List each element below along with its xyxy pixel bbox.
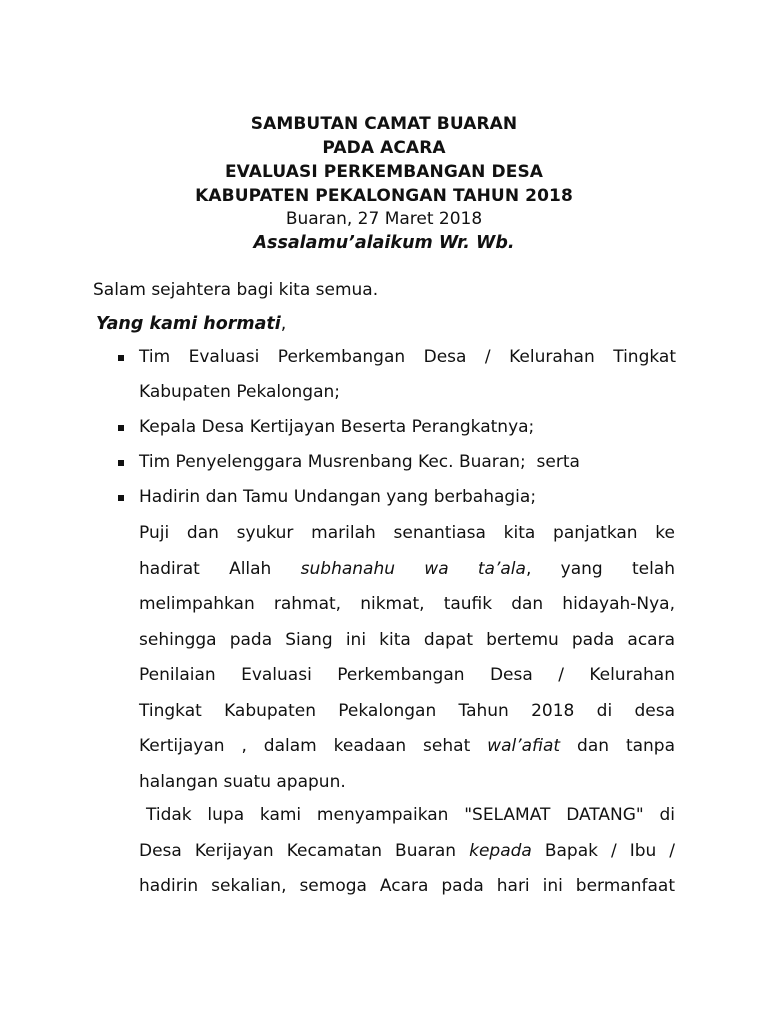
- title-line-3: EVALUASI PERKEMBANGAN DESA: [224, 162, 544, 182]
- line-text: sehingga pada Siang ini kita dapat bertemu pada acara: [139, 629, 675, 650]
- honored-guests-comma: ,: [280, 314, 287, 334]
- line-text: Puji dan syukur marilah senantiasa kita panjatkan ke: [139, 523, 675, 543]
- paragraph-line: [139, 587, 675, 623]
- paragraph-line: [139, 798, 675, 834]
- list-item: [118, 445, 676, 480]
- italic-phrase: subhanahu wa ta’ala: [300, 558, 526, 579]
- paragraph-line: [139, 765, 675, 801]
- paragraph-line: [139, 694, 675, 730]
- line-text: Penilaian Evaluasi Perkembangan Desa / Kelurahan: [139, 665, 675, 685]
- title-line-2: PADA ACARA: [322, 138, 446, 158]
- line-text: Kertijayan , dalam keadaan sehat: [139, 736, 471, 756]
- list-item: [118, 340, 676, 410]
- bullet-icon: [118, 460, 124, 466]
- italic-phrase: kepada: [469, 840, 532, 861]
- line-text: hadirin sekalian, semoga Acara pada hari ini bermanfaat: [139, 876, 675, 896]
- line-text: hadirat Allah: [139, 558, 272, 579]
- title-line-4: KABUPATEN PEKALONGAN TAHUN 2018: [195, 186, 573, 206]
- list-item-line-1: Tim Evaluasi Perkembangan Desa / Kelurahan Tingkat: [139, 347, 676, 367]
- honored-guests-heading: [96, 311, 286, 337]
- honored-guests-text: Yang kami hormati: [96, 314, 281, 334]
- line-text: , yang telah: [525, 558, 676, 579]
- paragraph-line: [139, 623, 675, 659]
- bullet-icon: [118, 355, 124, 361]
- line-text: Desa Kerijayan Kecamatan Buaran: [139, 840, 457, 861]
- bullet-icon: [118, 425, 124, 431]
- list-item-text: Tim Penyelenggara Musrenbang Kec. Buaran; serta: [139, 452, 580, 472]
- list-item-line-2: Kabupaten Pekalongan;: [139, 382, 341, 402]
- paragraph-line: [139, 729, 675, 765]
- line-text: Tingkat Kabupaten Pekalongan Tahun 2018 di desa: [139, 700, 675, 721]
- list-item: [118, 480, 676, 515]
- date-line: Buaran, 27 Maret 2018: [285, 209, 483, 229]
- italic-phrase: wal’afiat: [487, 736, 561, 756]
- paragraph-welcome: [139, 798, 675, 905]
- salutation: Salam sejahtera bagi kita semua.: [93, 280, 379, 300]
- bullet-icon: [118, 495, 124, 501]
- paragraph-gratitude: [139, 516, 675, 800]
- title-line-1: SAMBUTAN CAMAT BUARAN: [250, 114, 518, 134]
- line-text: halangan suatu apapun.: [139, 771, 346, 792]
- line-text: Tidak lupa kami menyampaikan "SELAMAT DATANG" di: [146, 805, 675, 825]
- line-text: melimpahkan rahmat, nikmat, taufik dan hidayah-Nya,: [139, 594, 675, 614]
- line-text: Bapak / Ibu /: [544, 840, 675, 861]
- paragraph-line: [139, 516, 675, 552]
- document-heading: [0, 112, 768, 256]
- line-text: dan tanpa: [560, 736, 676, 756]
- paragraph-line: [139, 552, 675, 588]
- paragraph-line: [139, 658, 675, 694]
- list-item-text: Kepala Desa Kertijayan Beserta Perangkatnya;: [139, 417, 535, 437]
- opening-greeting: Assalamu’alaikum Wr. Wb.: [253, 233, 515, 253]
- list-item-text: Hadirin dan Tamu Undangan yang berbahagia;: [139, 487, 537, 507]
- list-item: [118, 410, 676, 445]
- honored-guests-list: [118, 340, 676, 515]
- paragraph-line: [139, 834, 675, 870]
- paragraph-line: [139, 869, 675, 905]
